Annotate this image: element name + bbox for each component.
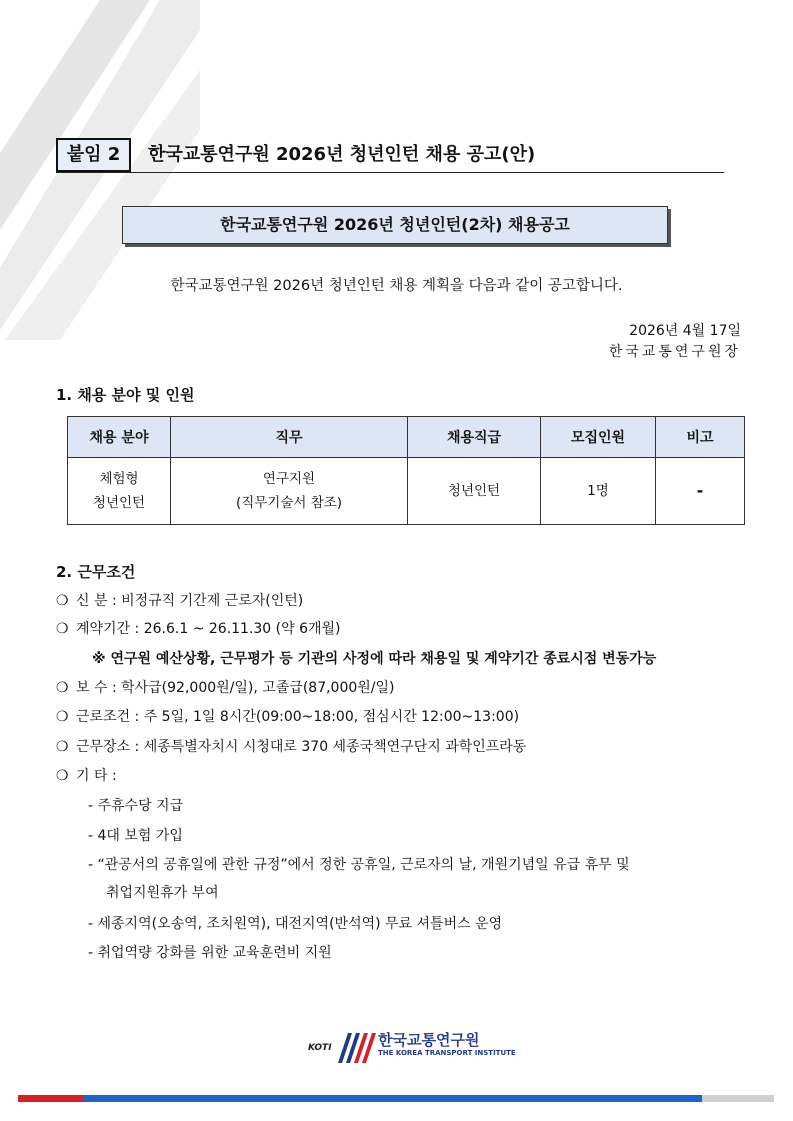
etc-item: - “관공서의 공휴일에 관한 규정”에서 정한 공휴일, 근로자의 날, 개원기념일 유급 휴무 및 (88, 857, 630, 873)
header-row (56, 138, 724, 173)
header-note: 비고 (656, 417, 745, 458)
condition-location (56, 736, 526, 756)
field-line1: 체험형 (99, 471, 139, 487)
footer-bar-blue (84, 1095, 702, 1102)
logo-mark-icon (334, 1027, 376, 1063)
etc-item: - 주휴수당 지급 (88, 798, 184, 814)
condition-location-text: 근무장소 : 세종특별자치시 시청대로 370 세종국책연구단지 과학인프라동 (76, 739, 527, 755)
condition-etc-text: 기 타 : (76, 768, 117, 784)
attachment-label: 붙임 2 (56, 138, 131, 172)
section2-heading: 2. 근무조건 (56, 563, 136, 581)
section1-heading: 1. 채용 분야 및 인원 (56, 386, 195, 404)
etc-item: - 세종지역(오송역, 조치원역), 대전지역(반석역) 무료 셔틀버스 운영 (88, 916, 503, 932)
header-duty: 직무 (171, 417, 408, 458)
bullet-icon: ❍ (56, 593, 69, 609)
table-header-row (68, 417, 745, 458)
table-row (68, 458, 745, 525)
header-grade: 채용직급 (408, 417, 541, 458)
bullet-icon: ❍ (56, 739, 69, 755)
signer: 한국교통연구원장 (608, 344, 741, 360)
condition-pay-text: 보 수 : 학사급(92,000원/일), 고졸급(87,000원/일) (76, 680, 395, 696)
recruitment-table (67, 416, 745, 525)
notice-date: 2026년 4월 17일 (629, 323, 741, 339)
condition-hours (56, 706, 519, 726)
footer-bar-gray (702, 1095, 774, 1102)
bullet-icon: ❍ (56, 709, 69, 725)
condition-pay (56, 677, 395, 697)
cell-grade: 청년인턴 (408, 458, 541, 525)
logo-english: THE KOREA TRANSPORT INSTITUTE (378, 1049, 516, 1057)
header-count: 모집인원 (541, 417, 656, 458)
cell-duty (171, 458, 408, 525)
koti-logo (308, 1027, 548, 1067)
period-notice: ※ 연구원 예산상황, 근무평가 등 기관의 사정에 따라 채용일 및 계약기간 종료시점 변동가능 (92, 651, 657, 667)
field-line2: 청년인턴 (92, 495, 146, 511)
condition-status (56, 590, 303, 610)
duty-line1: 연구지원 (262, 471, 316, 487)
duty-line2: (직무기술서 참조) (235, 495, 343, 511)
header-field: 채용 분야 (68, 417, 171, 458)
intro-text: 한국교통연구원 2026년 청년인턴 채용 계획을 다음과 같이 공고합니다. (170, 278, 623, 294)
condition-period (56, 618, 341, 638)
header-title: 한국교통연구원 2026년 청년인턴 채용 공고(안) (148, 144, 536, 165)
etc-item: - 4대 보험 가입 (88, 828, 183, 844)
condition-period-text: 계약기간 : 26.6.1 ~ 26.11.30 (약 6개월) (76, 621, 341, 637)
bullet-icon: ❍ (56, 768, 69, 784)
cell-note: - (656, 458, 745, 525)
cell-count: 1명 (541, 458, 656, 525)
cell-field (68, 458, 171, 525)
condition-status-text: 신 분 : 비정규직 기간제 근로자(인턴) (76, 593, 304, 609)
logo-koti-text: KOTI (308, 1043, 332, 1053)
logo-korean: 한국교통연구원 (378, 1031, 480, 1049)
footer-bar-red (18, 1095, 84, 1102)
condition-etc (56, 765, 117, 785)
etc-item-continued: 취업지원휴가 부여 (106, 885, 219, 901)
bullet-icon: ❍ (56, 621, 69, 637)
condition-hours-text: 근로조건 : 주 5일, 1일 8시간(09:00~18:00, 점심시간 12:00~13:00) (76, 709, 520, 725)
etc-item: - 취업역량 강화를 위한 교육훈련비 지원 (88, 945, 332, 961)
bullet-icon: ❍ (56, 680, 69, 696)
notice-title: 한국교통연구원 2026년 청년인턴(2차) 채용공고 (122, 206, 668, 244)
